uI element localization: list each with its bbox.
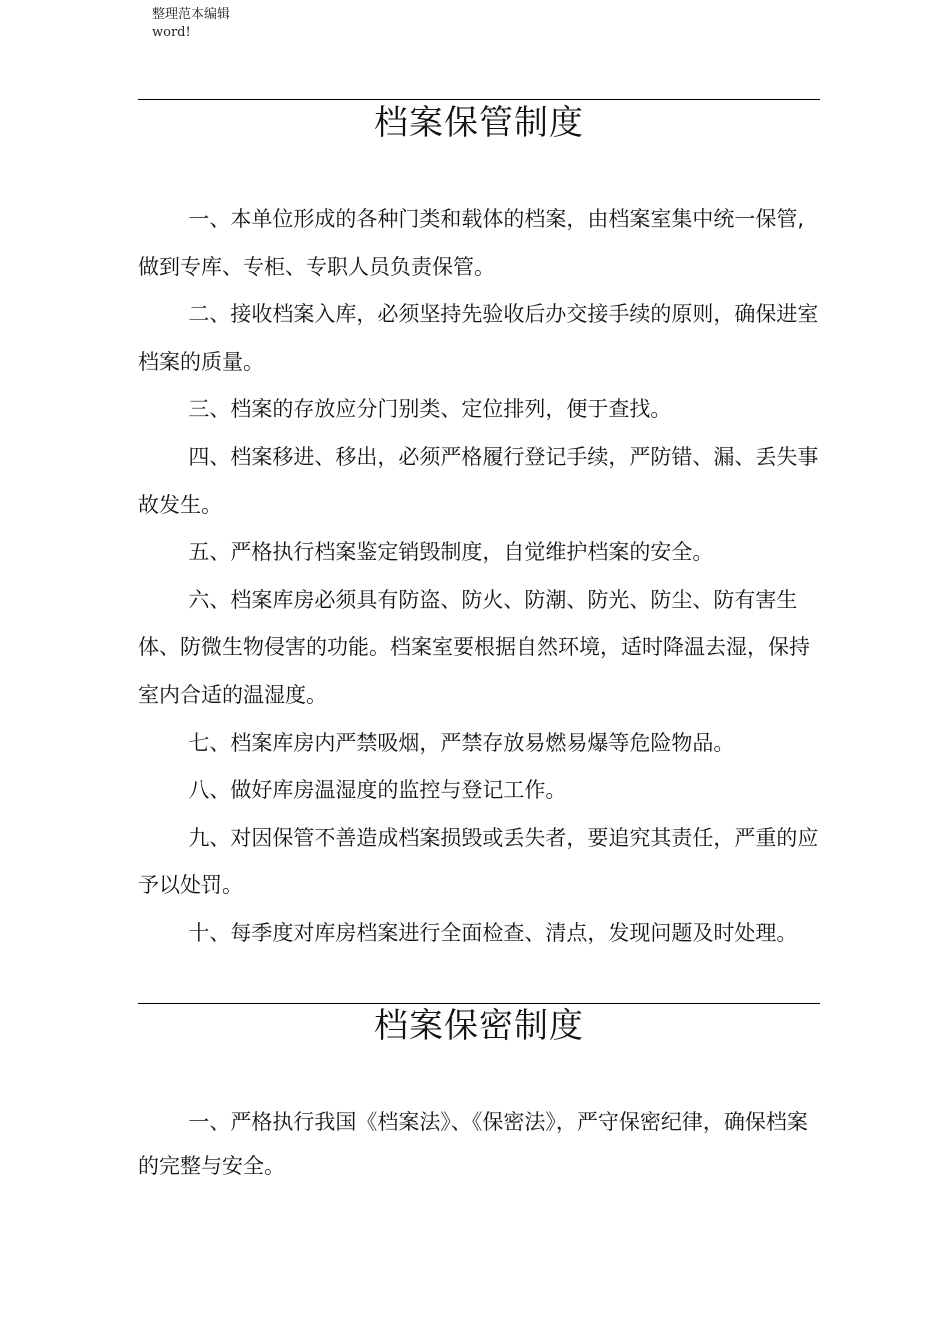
section2-body — [138, 1100, 820, 1188]
section1-paragraph-3: 三、档案的存放应分门别类、定位排列，便于查找。 — [188, 397, 672, 422]
section1-title: 档案保管制度 — [374, 103, 584, 143]
section1-paragraph-5: 五、严格执行档案鉴定销毁制度，自觉维护档案的安全。 — [188, 540, 714, 565]
section1-paragraph-10: 十、每季度对库房档案进行全面检查、清点，发现问题及时处理。 — [188, 920, 798, 945]
section2-title: 档案保密制度 — [374, 1006, 584, 1046]
section1-paragraph-4: 四、档案移进、移出，必须严格履行登记手续，严防错、漏、丢失事故发生。 — [138, 444, 819, 517]
section1-paragraph-1: 一、本单位形成的各种门类和载体的档案，由档案室集中统一保管, 做到专库、专柜、专职人员负责保管。 — [138, 207, 805, 279]
header-note-line2: word! — [152, 25, 191, 40]
section1-paragraph-6: 六、档案库房必须具有防盗、防火、防潮、防光、防尘、防有害生体、防微生物侵害的功能。档案室要根据自然环境，适时降温去湿，保持室内合适的温湿度。 — [138, 587, 810, 707]
section1-paragraph-2: 二、接收档案入库，必须坚持先验收后办交接手续的原则，确保进室档案的质量。 — [138, 302, 819, 374]
section2-paragraph-1: 一、严格执行我国《档案法》、《保密法》，严守保密纪律，确保档案的完整与安全。 — [138, 1110, 808, 1178]
section1-paragraph-7: 七、档案库房内严禁吸烟，严禁存放易燃易爆等危险物品。 — [188, 730, 735, 755]
section1-paragraph-9: 九、对因保管不善造成档案损毁或丢失者，要追究其责任，严重的应予以处罚。 — [138, 825, 819, 898]
section1-top-rule — [138, 99, 820, 100]
header-note — [152, 6, 230, 42]
section1-paragraph-8: 八、做好库房温湿度的监控与登记工作。 — [188, 778, 567, 803]
section1-body — [138, 196, 820, 958]
header-note-line1: 整理范本编辑 — [152, 7, 231, 22]
